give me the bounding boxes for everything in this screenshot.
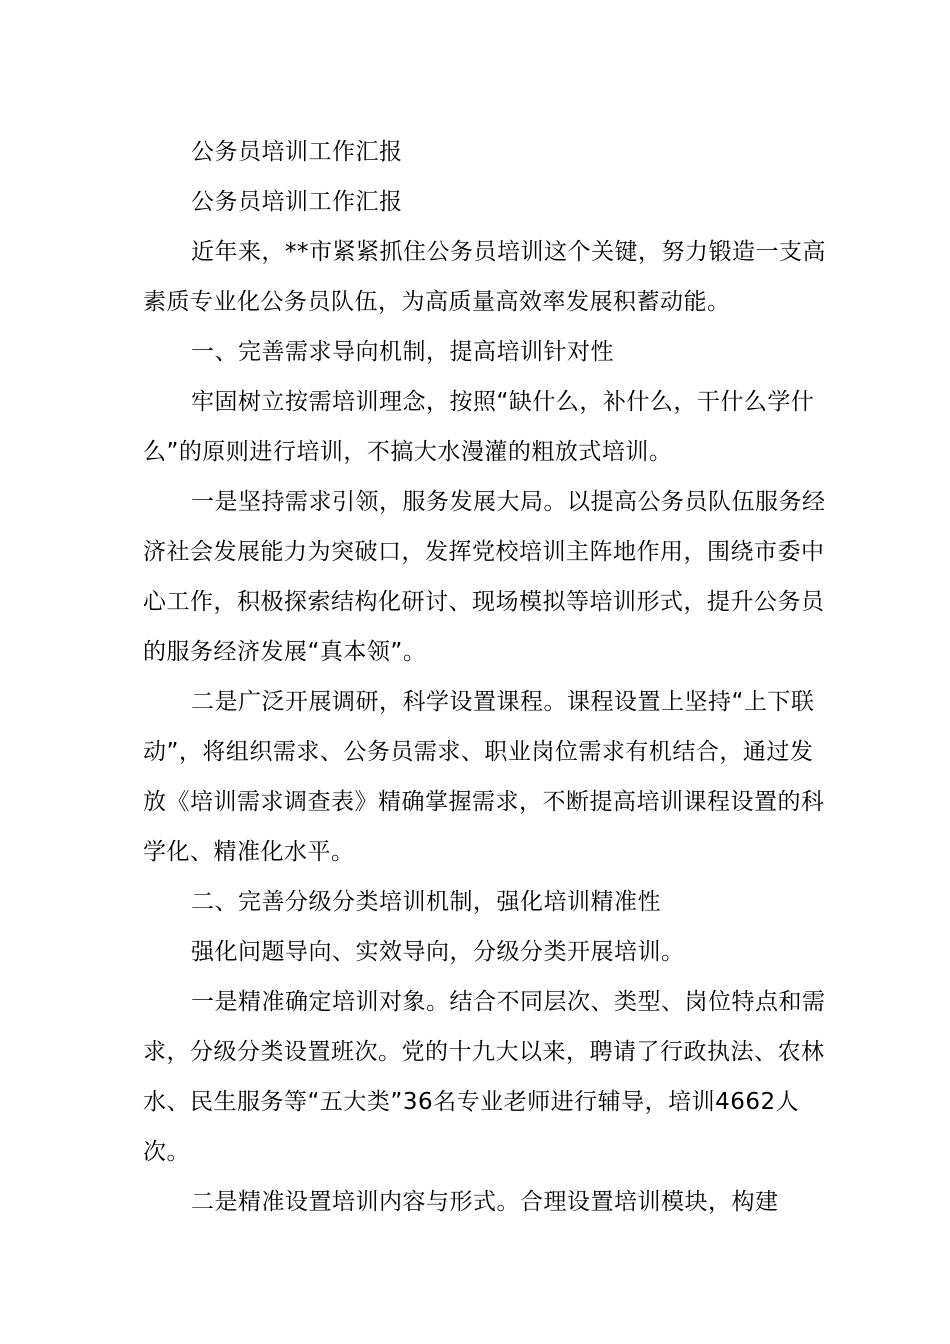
document-body — [143, 127, 833, 1227]
section-2-paragraph: 强化问题导向、实效导向，分级分类开展培训。 — [191, 939, 685, 965]
section-1-paragraph: 牢固树立按需培训理念，按照“缺什么，补什么，干什么学什么”的原则进行培训，不搞大水漫灌的粗放式培训。 — [143, 389, 815, 465]
intro-paragraph: 近年来，**市紧紧抓住公务员培训这个关键，努力锻造一支高素质专业化公务员队伍，为高质量高效率发展积蓄动能。 — [143, 239, 826, 315]
section-1-point-1: 一是坚持需求引领，服务发展大局。以提高公务员队伍服务经济社会发展能力为突破口，发挥党校培训主阵地作用，围绕市委中心工作，积极探索结构化研讨、现场模拟等培训形式，提升公务员的服务经济发展“真本领”。 — [143, 489, 826, 665]
section-1-point-2: 二是广泛开展调研，科学设置课程。课程设置上坚持“上下联动”，将组织需求、公务员需求、职业岗位需求有机结合，通过发放《培训需求调查表》精确掌握需求，不断提高培训课程设置的科学化、精准化水平。 — [143, 689, 825, 865]
section-2-point-2: 二是精准设置培训内容与形式。合理设置培训模块，构建 — [191, 1189, 779, 1215]
section-heading-2: 二、完善分级分类培训机制，强化培训精准性 — [191, 889, 661, 915]
section-2-point-1: 一是精准确定培训对象。结合不同层次、类型、岗位特点和需求，分级分类设置班次。党的十九大以来，聘请了行政执法、农林水、民生服务等“五大类”36名专业老师进行辅导，培训4662人次。 — [143, 989, 826, 1165]
document-subtitle: 公务员培训工作汇报 — [191, 189, 403, 215]
document-title: 公务员培训工作汇报 — [191, 139, 403, 165]
section-heading-1: 一、完善需求导向机制，提高培训针对性 — [191, 339, 614, 365]
